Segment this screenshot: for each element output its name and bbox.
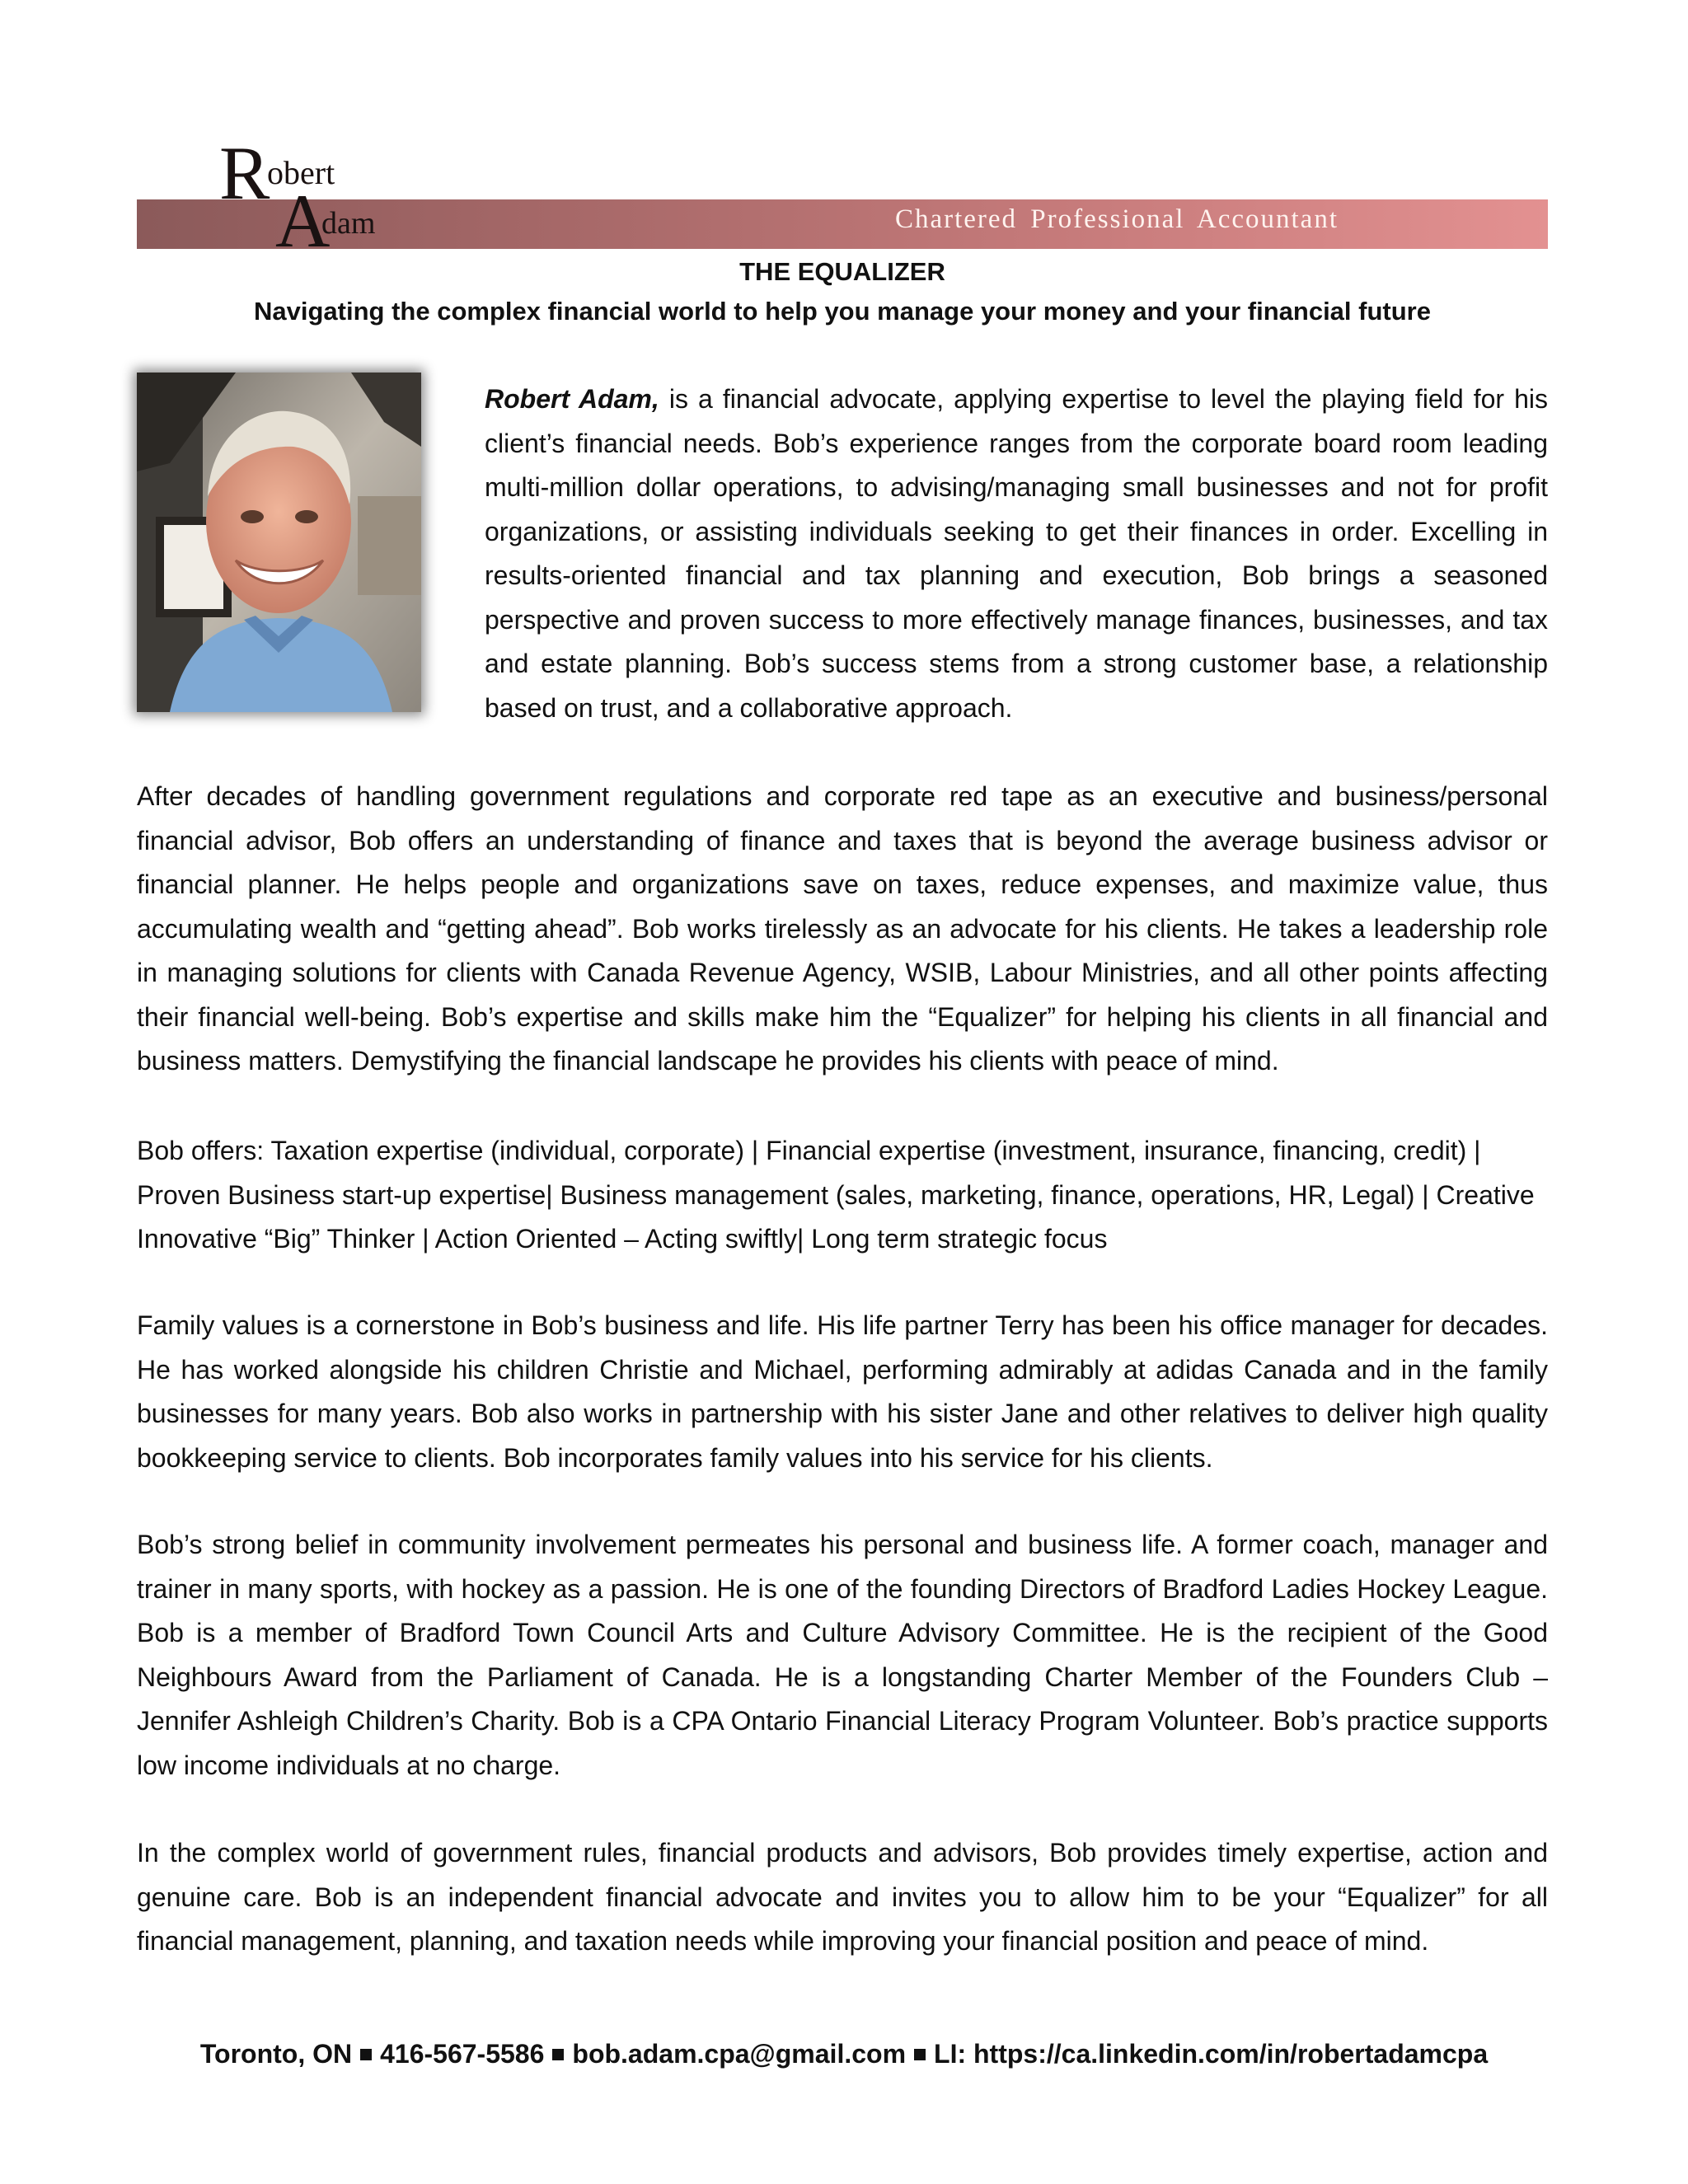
square-bullet-icon (552, 2049, 564, 2060)
square-bullet-icon (914, 2049, 926, 2060)
letterhead-title: Chartered Professional Accountant (894, 204, 1339, 234)
logo-text-obert: obert (267, 154, 335, 191)
intro-paragraph (485, 377, 1548, 730)
paragraph-family: Family values is a cornerstone in Bob’s business and life. His life partner Terry has been his office manager for decades. He has worked alongside his children Christie and Michael, performing admirably at adidas Canada and in the family businesses for many years. Bob also works in partnership with his sister Jane and other relatives to deliver high quality bookkeeping service to clients. Bob incorporates family values into his service for his clients. (137, 1310, 1548, 1473)
portrait-photo (137, 373, 421, 712)
document-subtitle: Navigating the complex financial world to help you manage your money and your financial future (254, 297, 1431, 326)
footer-linkedin[interactable]: LI: https://ca.linkedin.com/in/robertadamcpa (934, 2039, 1489, 2069)
footer-phone[interactable]: 416-567-5586 (380, 2039, 545, 2069)
logo-letter-r: R (219, 131, 270, 215)
portrait-illustration (137, 373, 421, 712)
letterhead (137, 131, 1548, 263)
intro-name: Robert Adam, (485, 384, 659, 414)
logo-letter-a: A (275, 179, 331, 263)
paragraph-closing: In the complex world of government rules, financial products and advisors, Bob provides timely expertise, action and genuine care. Bob is an independent financial advocate and invites you to allow him to be your “Equalizer” for all financial management, planning, and taxation needs while improving your financial position and peace of mind. (137, 1838, 1548, 1956)
paragraph-offers: Bob offers: Taxation expertise (individual, corporate) | Financial expertise (investment, insurance, financing, credit) | Proven Business start-up expertise| Business management (sales, marketing, finance, operations, HR, Legal) | Creative Innovative “Big” Thinker | Action Oriented – Acting swiftly| Long term strategic focus (137, 1136, 1535, 1254)
document-title: THE EQUALIZER (739, 257, 945, 286)
contact-footer (0, 2039, 1688, 2069)
logo-text-dam: dam (321, 206, 376, 241)
paragraph-community: Bob’s strong belief in community involvement permeates his personal and business life. A former coach, manager and trainer in many sports, with hockey as a passion. He is one of the founding Directors of Bradford Ladies Hockey League. Bob is a member of Bradford Town Council Arts and Culture Advisory Committee. He is the recipient of the Good Neighbours Award from the Parliament of Canada. He is a longstanding Charter Member of the Founders Club – Jennifer Ashleigh Children’s Charity. Bob is a CPA Ontario Financial Literacy Program Volunteer. Bob’s practice supports low income individuals at no charge. (137, 1530, 1548, 1780)
paragraph-experience: After decades of handling government regulations and corporate red tape as an executive and business/personal financial advisor, Bob offers an understanding of finance and taxes that is beyond the average business advisor or financial planner. He helps people and organizations save on taxes, reduce expenses, and maximize value, thus accumulating wealth and “getting ahead”. Bob works tirelessly as an advocate for his clients. He takes a leadership role in managing solutions for clients with Canada Revenue Agency, WSIB, Labour Ministries, and all other points affecting their financial well-being. Bob’s expertise and skills make him the “Equalizer” for helping his clients in all financial and business matters. Demystifying the financial landscape he provides his clients with peace of mind. (137, 781, 1548, 1076)
footer-location: Toronto, ON (199, 2039, 353, 2069)
footer-email[interactable]: bob.adam.cpa@gmail.com (572, 2039, 907, 2069)
square-bullet-icon (360, 2049, 372, 2060)
intro-text: is a financial advocate, applying expertise to level the playing field for his client’s financial needs. Bob’s experience ranges from the corporate board room leading multi-million dollar operations, to advising/managing small businesses and not for profit organizations, or assisting individuals seeking to get their finances in order. Excelling in results-oriented financial and tax planning and execution, Bob brings a seasoned perspective and proven success to more effectively manage finances, businesses, and tax and estate planning. Bob’s success stems from a strong customer base, a relationship based on trust, and a collaborative approach. (485, 384, 1549, 723)
logo (219, 131, 425, 263)
